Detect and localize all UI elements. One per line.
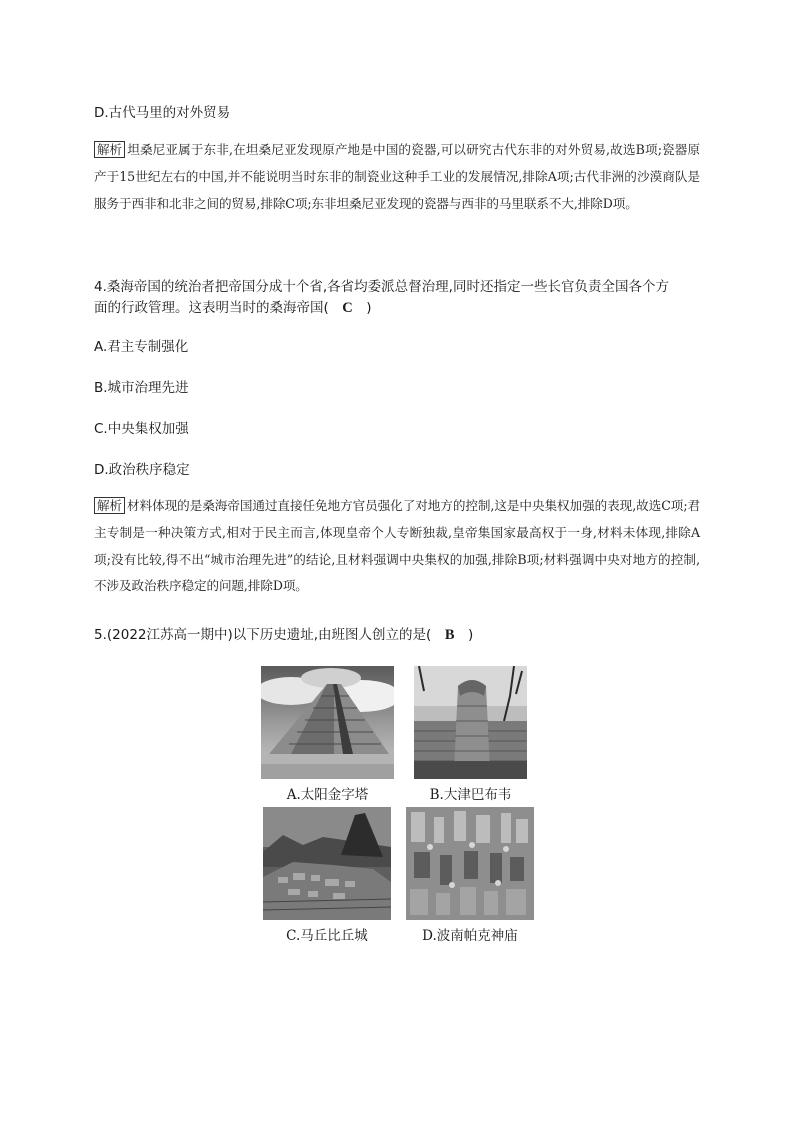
photo-pyramid [261,666,394,779]
caption-c: C.马丘比丘城 [286,928,368,944]
q4-stem-line2 [94,296,372,317]
explain-tag: 解析 [94,497,125,514]
q4-explain-text: 材料体现的是桑海帝国通过直接任免地方官员强化了对地方的控制,这是中央集权加强的表现,故选C项;君主专制是一种决策方式,相对于民主而言,体现皇帝个人专断独裁,皇帝集国家最高权于一身,材料未体现,排除A项;没有比较,得不出“城市治理先进”的结论,且材料强调中央集权的加强,排除B项;材料强调中央对地方的控制,不涉及政治秩序稳定的问题,排除D项。 [94,498,700,594]
caption-a: A.太阳金字塔 [286,787,369,803]
q4-option-c: C.中央集权加强 [94,421,189,437]
caption-d: D.波南帕克神庙 [422,928,518,944]
caption-b: B.大津巴布韦 [429,787,512,803]
q4-option-a: A.君主专制强化 [94,339,189,355]
q5-stem [94,623,473,644]
q3-explain-text: 坦桑尼亚属于东非,在坦桑尼亚发现原产地是中国的瓷器,可以研究古代东非的对外贸易,故选B项;瓷器原产于15世纪左右的中国,并不能说明当时东非的制瓷业这种手工业的发展情况,排除A项;古代非洲的沙漠商队是服务于西非和北非之间的贸易,排除C项;东非坦桑尼亚发现的瓷器与西非的马里联系不大,排除D项。 [94,142,700,211]
q4-stem-text: 面的行政管理。这表明当时的桑海帝国( [94,300,343,316]
q5-stem-text: 5.(2022江苏高一期中)以下历史遗址,由班图人创立的是( [94,627,445,643]
photo-bonampak-mural [406,807,534,920]
q4-answer: C [342,300,353,316]
q4-option-d: D.政治秩序稳定 [94,462,190,478]
explain-tag: 解析 [94,141,125,158]
q5-answer: B [444,627,455,643]
q5-stem-close: ) [454,627,474,643]
q4-option-b: B.城市治理先进 [94,380,189,396]
q3-option-d: D.古代马里的对外贸易 [94,105,231,121]
photo-machu-picchu [263,807,391,920]
photo-great-zimbabwe [414,666,527,779]
q4-explanation [94,493,700,600]
q4-stem-line1: 4.桑海帝国的统治者把帝国分成十个省,各省均委派总督治理,同时还指定一些长官负责全国各个方 [94,279,669,295]
q4-stem-close: ) [352,300,372,316]
q3-explanation [94,137,700,217]
